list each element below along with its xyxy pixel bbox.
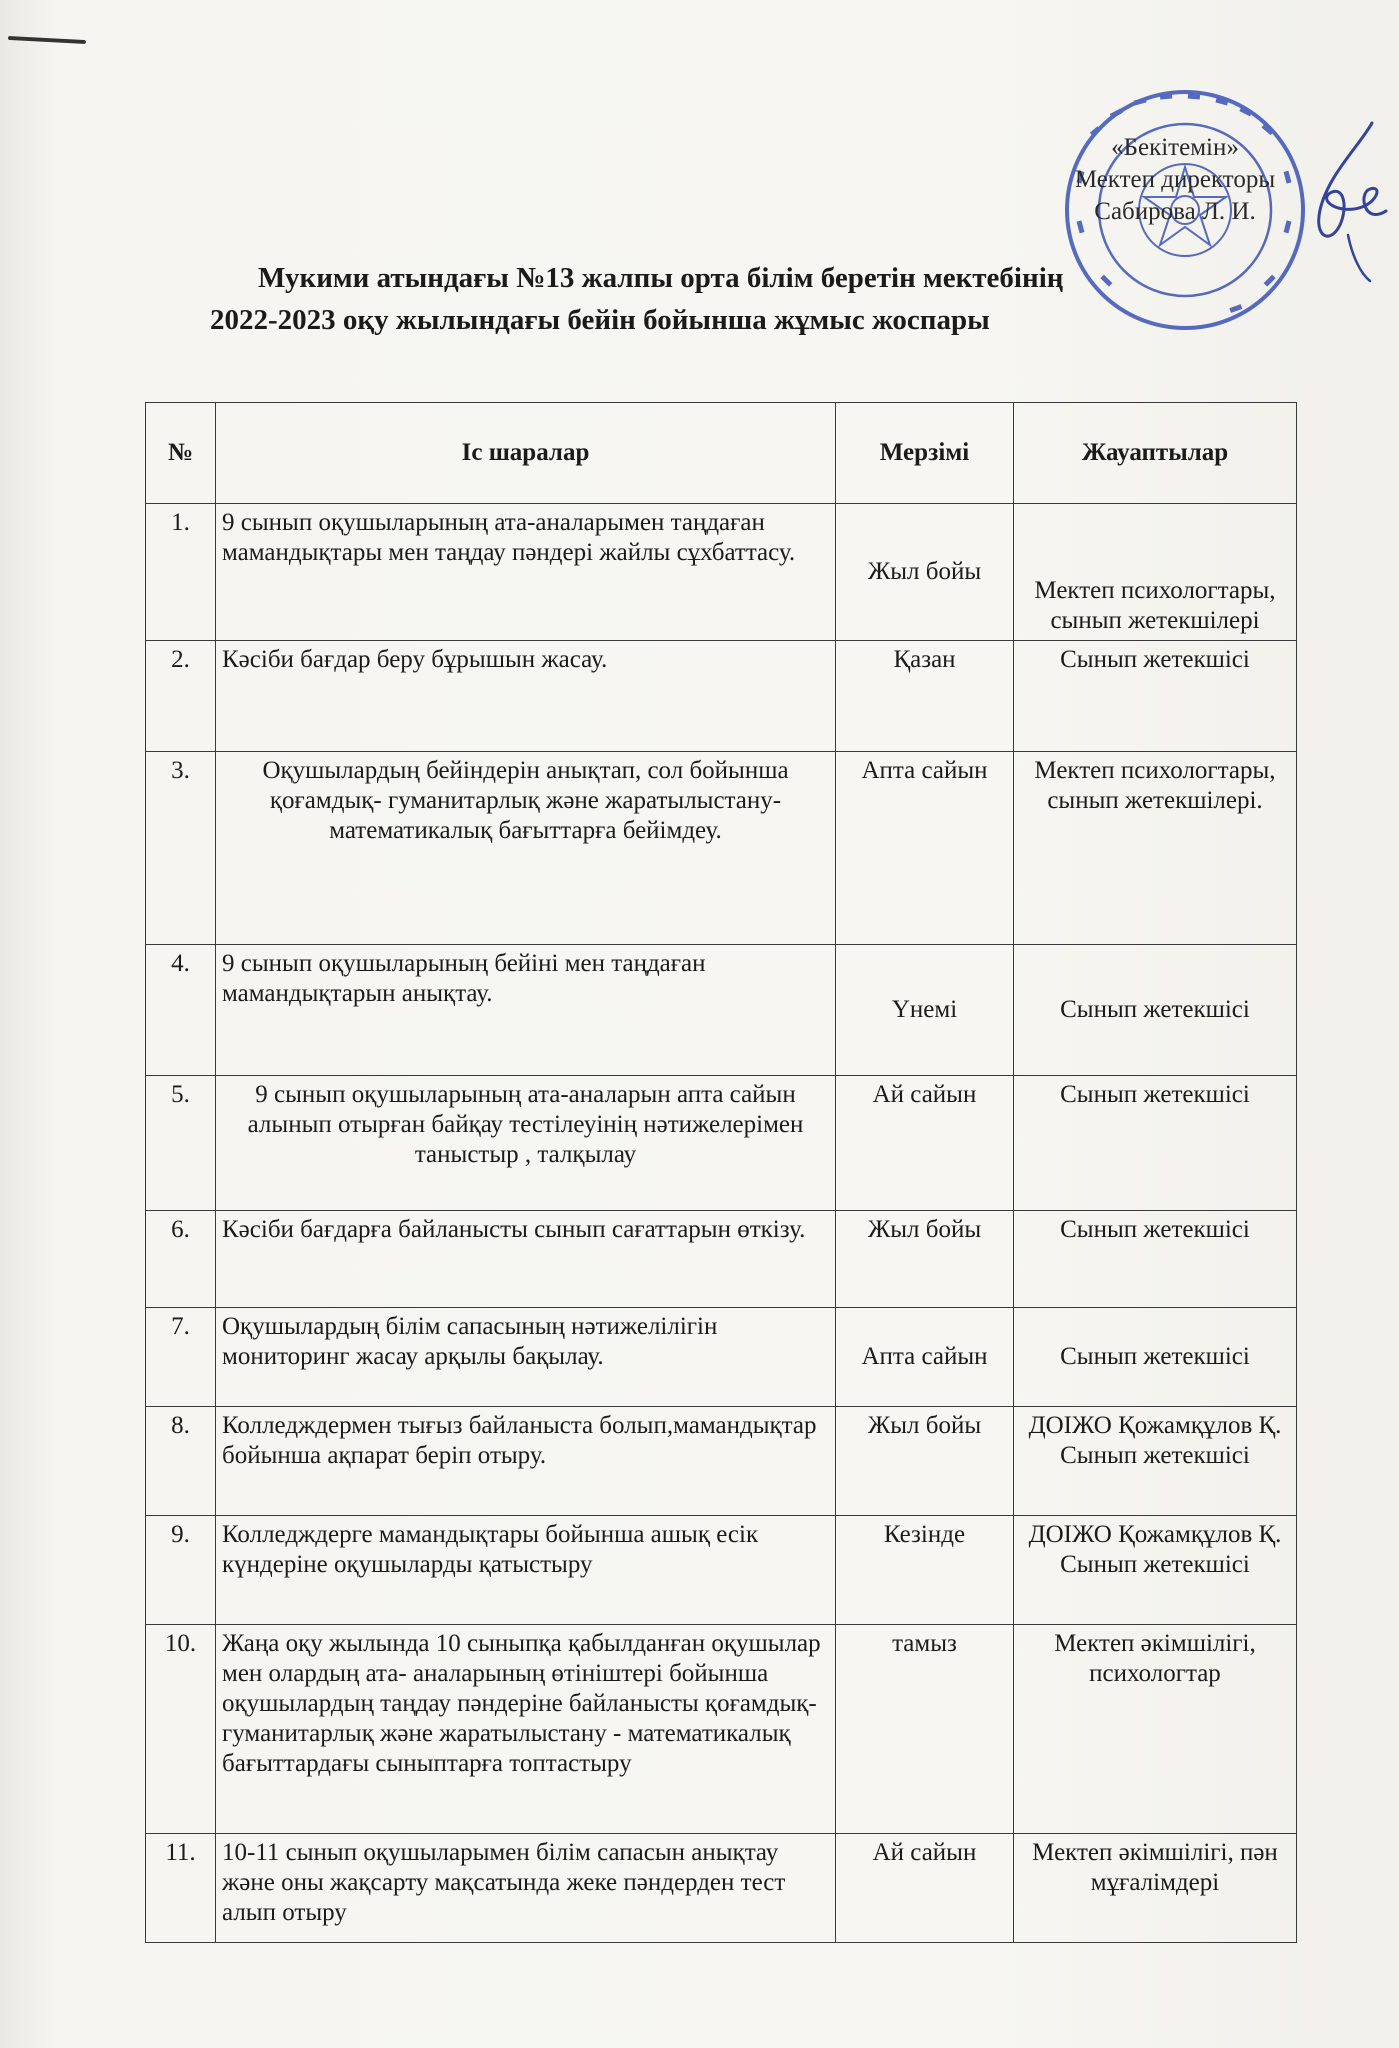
approval-position: Мектеп директоры	[1074, 166, 1276, 193]
table-row	[146, 1211, 1297, 1308]
row-responsible: Сынып жетекшісі	[1014, 1308, 1297, 1407]
table-row	[146, 1516, 1297, 1625]
row-number: 8.	[146, 1407, 216, 1516]
row-responsible: ДОІЖО Қожамқұлов Қ. Сынып жетекшісі	[1014, 1407, 1297, 1516]
row-deadline: Апта сайын	[836, 1308, 1014, 1407]
approval-name: Сабирова Л. И.	[1094, 198, 1256, 225]
header-responsible: Жауаптылар	[1014, 403, 1297, 504]
row-number: 11.	[146, 1834, 216, 1943]
row-deadline: Ай сайын	[836, 1834, 1014, 1943]
approval-heading: «Бекітемін»	[1111, 134, 1239, 161]
table-row	[146, 1625, 1297, 1834]
row-number: 7.	[146, 1308, 216, 1407]
row-deadline: тамыз	[836, 1625, 1014, 1834]
row-event: 9 сынып оқушыларының ата-аналарын апта сайын алынып отырған байқау тестілеуінің нәтижелерімен таныстыр , талқылау	[216, 1076, 836, 1211]
table-row	[146, 1407, 1297, 1516]
table-row	[146, 945, 1297, 1076]
row-event: 10-11 сынып оқушыларымен білім сапасын анықтау және оны жақсарту мақсатында жеке пәндерден тест алып отыру	[216, 1834, 836, 1943]
row-deadline: Кезінде	[836, 1516, 1014, 1625]
row-responsible: Мектеп психологтары, сынып жетекшілері	[1014, 504, 1297, 641]
row-deadline: Апта сайын	[836, 752, 1014, 945]
row-event: Оқушылардың білім сапасының нәтижелілігін мониторинг жасау арқылы бақылау.	[216, 1308, 836, 1407]
row-event: Жаңа оқу жылында 10 сыныпқа қабылданған оқушылар мен олардың ата- аналарының өтініштері бойынша оқушылардың таңдау пәндеріне байланысты қоғамдық- гуманитарлық және жаратылыстану - математикалық бағыттардағы сыныптарға топтастыру	[216, 1625, 836, 1834]
table-row	[146, 752, 1297, 945]
row-event: 9 сынып оқушыларының ата-аналарымен таңдаған мамандықтары мен таңдау пәндері жайлы сұхбаттасу.	[216, 504, 836, 641]
row-responsible: Мектеп әкімшілігі, психологтар	[1014, 1625, 1297, 1834]
row-event: Колледждермен тығыз байланыста болып,мамандықтар бойынша ақпарат беріп отыру.	[216, 1407, 836, 1516]
table-row	[146, 1076, 1297, 1211]
pen-mark	[8, 36, 86, 44]
row-deadline: Жыл бойы	[836, 1211, 1014, 1308]
row-responsible: Сынып жетекшісі	[1014, 945, 1297, 1076]
row-number: 10.	[146, 1625, 216, 1834]
title-line-1: Мукими атындағы №13 жалпы орта білім беретін мектебінің	[258, 262, 1064, 294]
row-responsible: Мектеп психологтары, сынып жетекшілері.	[1014, 752, 1297, 945]
row-number: 2.	[146, 641, 216, 752]
table-row	[146, 504, 1297, 641]
row-number: 3.	[146, 752, 216, 945]
row-deadline: Үнемі	[836, 945, 1014, 1076]
approval-block	[1060, 132, 1290, 228]
row-number: 5.	[146, 1076, 216, 1211]
row-event: Колледждерге мамандықтары бойынша ашық есік күндеріне оқушыларды қатыстыру	[216, 1516, 836, 1625]
row-number: 4.	[146, 945, 216, 1076]
row-event: Оқушылардың бейіндерін анықтап, сол бойынша қоғамдық- гуманитарлық және жаратылыстану- математикалық бағыттарға бейімдеу.	[216, 752, 836, 945]
row-deadline: Ай сайын	[836, 1076, 1014, 1211]
header-event: Іс шаралар	[216, 403, 836, 504]
row-number: 9.	[146, 1516, 216, 1625]
row-event: 9 сынып оқушыларының бейіні мен таңдаған мамандықтарын анықтау.	[216, 945, 836, 1076]
table-header-row	[146, 403, 1297, 504]
row-responsible: Сынып жетекшісі	[1014, 641, 1297, 752]
title-line-2: 2022-2023 оқу жылындағы бейін бойынша жұмыс жоспары	[210, 304, 990, 336]
row-responsible: ДОІЖО Қожамқұлов Қ. Сынып жетекшісі	[1014, 1516, 1297, 1625]
row-deadline: Жыл бойы	[836, 1407, 1014, 1516]
table-row	[146, 1308, 1297, 1407]
row-event: Кәсіби бағдар беру бұрышын жасау.	[216, 641, 836, 752]
row-number: 1.	[146, 504, 216, 641]
row-responsible: Сынып жетекшісі	[1014, 1076, 1297, 1211]
row-number: 6.	[146, 1211, 216, 1308]
header-deadline: Мерзімі	[836, 403, 1014, 504]
row-responsible: Сынып жетекшісі	[1014, 1211, 1297, 1308]
header-number: №	[146, 403, 216, 504]
director-signature	[1300, 115, 1395, 285]
work-plan-table	[145, 402, 1297, 1943]
row-event: Кәсіби бағдарға байланысты сынып сағаттарын өткізу.	[216, 1211, 836, 1308]
row-deadline: Жыл бойы	[836, 504, 1014, 641]
row-responsible: Мектеп әкімшілігі, пән мұғалімдері	[1014, 1834, 1297, 1943]
table-row	[146, 1834, 1297, 1943]
row-deadline: Қазан	[836, 641, 1014, 752]
table-row	[146, 641, 1297, 752]
